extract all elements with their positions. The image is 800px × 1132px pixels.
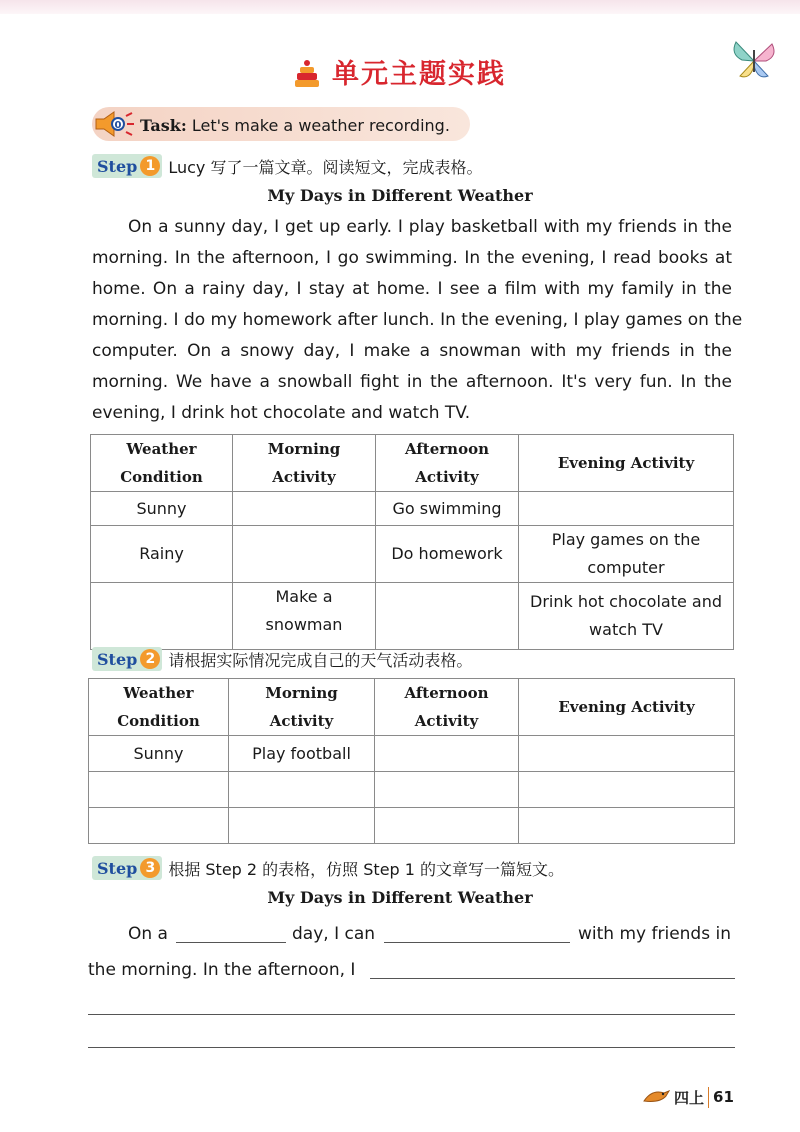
cell-afternoon: Go swimming: [376, 492, 519, 526]
table-row: [89, 772, 735, 808]
cell-evening[interactable]: [519, 808, 735, 844]
header-evening: Evening Activity: [519, 679, 735, 736]
cell-weather[interactable]: [91, 583, 233, 650]
step2-badge-text: Step: [97, 649, 138, 669]
cell-weather[interactable]: [89, 772, 229, 808]
step1-badge: [92, 154, 162, 178]
step1-instruction: Lucy 写了一篇文章。阅读短文，完成表格。: [168, 157, 483, 177]
step1-passage: [92, 212, 743, 429]
cell-afternoon[interactable]: [375, 772, 519, 808]
step2-heading: [92, 647, 472, 671]
header-morning: Morning Activity: [233, 435, 376, 492]
step3-instruction: 根据 Step 2 的表格，仿照 Step 1 的文章写一篇短文。: [168, 859, 565, 879]
step1-heading: [92, 154, 482, 178]
blank-activity[interactable]: [384, 942, 570, 943]
passage-line: On a sunny day, I get up early. I play basketball with my friends in the: [128, 217, 732, 237]
table-row: [91, 492, 734, 526]
cell-morning[interactable]: [233, 492, 376, 526]
header-evening: Evening Activity: [519, 435, 734, 492]
writing-line[interactable]: [88, 1047, 735, 1048]
task-label: Task:: [140, 116, 187, 135]
header-weather: Weather Condition: [91, 435, 233, 492]
cell-morning[interactable]: [233, 526, 376, 583]
passage-line: morning. In the afternoon, I go swimming. In the evening, I read books at: [92, 248, 732, 268]
header-morning: Morning Activity: [229, 679, 375, 736]
page-footer: [642, 1085, 734, 1109]
table-row: [91, 526, 734, 583]
cell-evening[interactable]: [519, 736, 735, 772]
cell-weather[interactable]: [89, 808, 229, 844]
passage-line: home. On a rainy day, I stay at home. I see a film with my family in the: [92, 279, 732, 299]
bird-icon: [642, 1085, 670, 1109]
table-row: [89, 808, 735, 844]
cell-evening[interactable]: [519, 492, 734, 526]
cell-morning: Play football: [229, 736, 375, 772]
cell-weather: Rainy: [91, 526, 233, 583]
cell-afternoon[interactable]: [375, 736, 519, 772]
step1-passage-title: My Days in Different Weather: [267, 186, 533, 205]
step3-heading: [92, 856, 564, 880]
step3-number: 3: [140, 858, 160, 878]
step1-badge-text: Step: [97, 156, 138, 176]
cake-icon: [294, 59, 320, 96]
task-text: [140, 116, 450, 135]
passage-line: computer. On a snowy day, I make a snowman with my friends in the: [92, 341, 732, 361]
step2-table: [88, 678, 735, 844]
cell-morning[interactable]: [229, 808, 375, 844]
step3-badge: [92, 856, 162, 880]
step3-badge-text: Step: [97, 858, 138, 878]
cell-weather: Sunny: [89, 736, 229, 772]
passage-line: evening, I drink hot chocolate and watch TV.: [92, 403, 471, 423]
cell-morning[interactable]: [229, 772, 375, 808]
cell-evening: Play games on the computer: [519, 526, 734, 583]
cell-evening: Drink hot chocolate and watch TV: [519, 583, 734, 650]
blank-afternoon[interactable]: [370, 978, 735, 979]
table-header-row: [91, 435, 734, 492]
butterfly-icon: [728, 36, 780, 90]
step2-badge: [92, 647, 162, 671]
fill-text-on-a: On a: [128, 924, 168, 944]
speaker-icon: [92, 108, 136, 144]
cell-morning: Make a snowman: [233, 583, 376, 650]
step2-number: 2: [140, 649, 160, 669]
unit-title-text: 单元主题实践: [332, 59, 506, 90]
svg-text:0: 0: [114, 120, 122, 131]
passage-line: morning. I do my homework after lunch. In the evening, I play games on the: [92, 310, 743, 330]
header-afternoon: Afternoon Activity: [375, 679, 519, 736]
table-row: [91, 583, 734, 650]
fill-text-with-friends: with my friends in: [578, 924, 731, 944]
fill-text-afternoon: the morning. In the afternoon, I: [88, 960, 356, 980]
step1-number: 1: [140, 156, 160, 176]
unit-title: [0, 52, 800, 96]
cell-afternoon[interactable]: [375, 808, 519, 844]
step3-passage-title: My Days in Different Weather: [267, 888, 533, 907]
header-weather: Weather Condition: [89, 679, 229, 736]
cell-evening[interactable]: [519, 772, 735, 808]
page-number: 61: [713, 1088, 734, 1106]
step2-instruction: 请根据实际情况完成自己的天气活动表格。: [168, 650, 473, 670]
cell-afternoon: Do homework: [376, 526, 519, 583]
footer-grade: 四上: [674, 1087, 709, 1108]
cell-weather: Sunny: [91, 492, 233, 526]
fill-text-day-i-can: day, I can: [292, 924, 376, 944]
task-description: Let's make a weather recording.: [191, 116, 450, 135]
cell-afternoon[interactable]: [376, 583, 519, 650]
blank-weather[interactable]: [176, 942, 286, 943]
step1-table: [90, 434, 734, 650]
passage-line: morning. We have a snowball fight in the afternoon. It's very fun. In the: [92, 372, 732, 392]
table-header-row: [89, 679, 735, 736]
writing-line[interactable]: [88, 1014, 735, 1015]
header-afternoon: Afternoon Activity: [376, 435, 519, 492]
table-row: [89, 736, 735, 772]
